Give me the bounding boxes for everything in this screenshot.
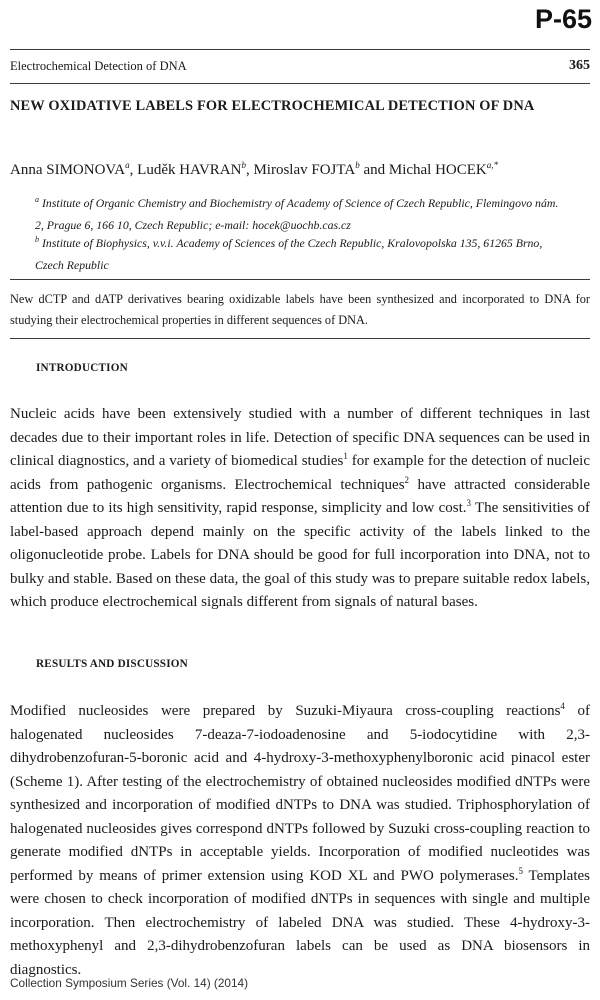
abstract-rule-top	[10, 279, 590, 280]
poster-id: P-65	[534, 4, 592, 34]
paragraph-text: Modified nucleosides were prepared by Suzuki-Miyaura cross-coupling reactions	[10, 703, 561, 719]
author-name: Miroslav FOJTA	[253, 162, 356, 178]
paragraph-text: The sensitivities of label-based approach depend mainly on the specific activity of the labels linked to the oligonucleotide probe. Labels for DNA should be good for full incorporation into DNA, not to bulky and stable. Based on these data, the goal of this study was to prepare suitable redox labels, which produce electrochemical signals different from signals of natural bases.	[10, 500, 590, 610]
page-number: 365	[569, 58, 590, 73]
paragraph-text: Nucleic acids have been extensively studied with a number of different techniques in last decades due to their important roles in life. Detection of specific DNA sequences can be used in clinical diagnostics, and a variety of biomedical studies	[10, 406, 590, 469]
author-name: Anna SIMONOVA	[10, 162, 126, 178]
abstract-rule-bottom	[10, 338, 590, 339]
footer-citation: Collection Symposium Series (Vol. 14) (2014)	[10, 976, 249, 990]
affiliation	[35, 229, 565, 276]
paragraph-text: of halogenated nucleosides 7-deaza-7-iodoadenosine and 5-iodocytidine with 2,3-dihydrobenzofuran-5-boronic acid and 4-hydroxy-3-methoxyphenylboronic acid pinacol ester (Scheme 1). After testing of the electrochemistry of obtained nucleosides modified dNTPs were synthesized and incorporation of modified dNTPs to DNA was studied. Triphosphorylation of halogenated nucleosides gives correspond dNTPs followed by Suzuki cross-coupling reaction to generate modified dNTPs in acceptable yields. Incorporation of modified nucleotides was performed by means of primer extension using KOD XL and PWO polymerases.	[10, 703, 590, 884]
author-affiliation-mark: b	[355, 160, 360, 170]
author-affiliation-mark: a,*	[486, 160, 499, 170]
author-list	[10, 160, 498, 179]
header-rule	[10, 49, 590, 50]
section-heading-introduction: INTRODUCTION	[36, 362, 128, 374]
author-name: Luděk HAVRAN	[137, 162, 242, 178]
author-affiliation-mark: b	[241, 160, 246, 170]
running-head-section: Electrochemical Detection of DNA	[10, 59, 187, 73]
paragraph-text: have attracted considerable attention due to its high sensitivity, rapid response, simplicity and low cost.	[10, 476, 591, 516]
author-separator: and	[359, 162, 389, 178]
affiliation-text: Institute of Organic Chemistry and Biochemistry of Academy of Science of Czech Republic, Flemingovo nám. 2, Prague 6, 166 10, Czech Republic; e-mail: hocek@uochb.cas.cz	[35, 195, 559, 232]
affiliation-mark: b	[35, 235, 39, 244]
author-name: Michal HOCEK	[388, 162, 487, 178]
citation-ref: 1	[343, 451, 348, 461]
introduction-paragraph	[10, 403, 590, 615]
abstract: New dCTP and dATP derivatives bearing oxidizable labels have been synthesized and incorporated to DNA for studying their electrochemical properties in different sequences of DNA.	[10, 292, 590, 327]
citation-ref: 2	[404, 474, 410, 485]
author-affiliation-mark: a	[125, 160, 130, 170]
paragraph-text: Templates were chosen to check incorporation of modified dNTPs in sequences with single and multiple incorporation. Then electrochemistry of labeled DNA was studied. These 4-hydroxy-3-methoxyphenyl and 2,3-dihydrobenzofuran labels can be used as DNA biosensors in diagnostics.	[10, 867, 590, 978]
author-separator: ,	[129, 162, 138, 178]
citation-ref: 3	[466, 498, 471, 508]
author-separator: ,	[245, 162, 254, 178]
citation-ref: 5	[518, 865, 523, 876]
paper-title: NEW OXIDATIVE LABELS FOR ELECTROCHEMICAL DETECTION OF DNA	[10, 98, 535, 114]
section-heading-results: RESULTS AND DISCUSSION	[36, 658, 188, 670]
header-rule-lower	[10, 83, 590, 84]
citation-ref: 4	[560, 701, 565, 711]
results-paragraph	[10, 700, 590, 982]
affiliation-text: Institute of Biophysics, v.v.i. Academy of Sciences of the Czech Republic, Kralovopolska 135, 61265 Brno, Czech Republic	[35, 235, 543, 272]
affiliation-mark: a	[35, 195, 39, 204]
paragraph-text: for example for the detection of nucleic acids from pathogenic organisms. Electrochemical techniques	[10, 453, 590, 493]
